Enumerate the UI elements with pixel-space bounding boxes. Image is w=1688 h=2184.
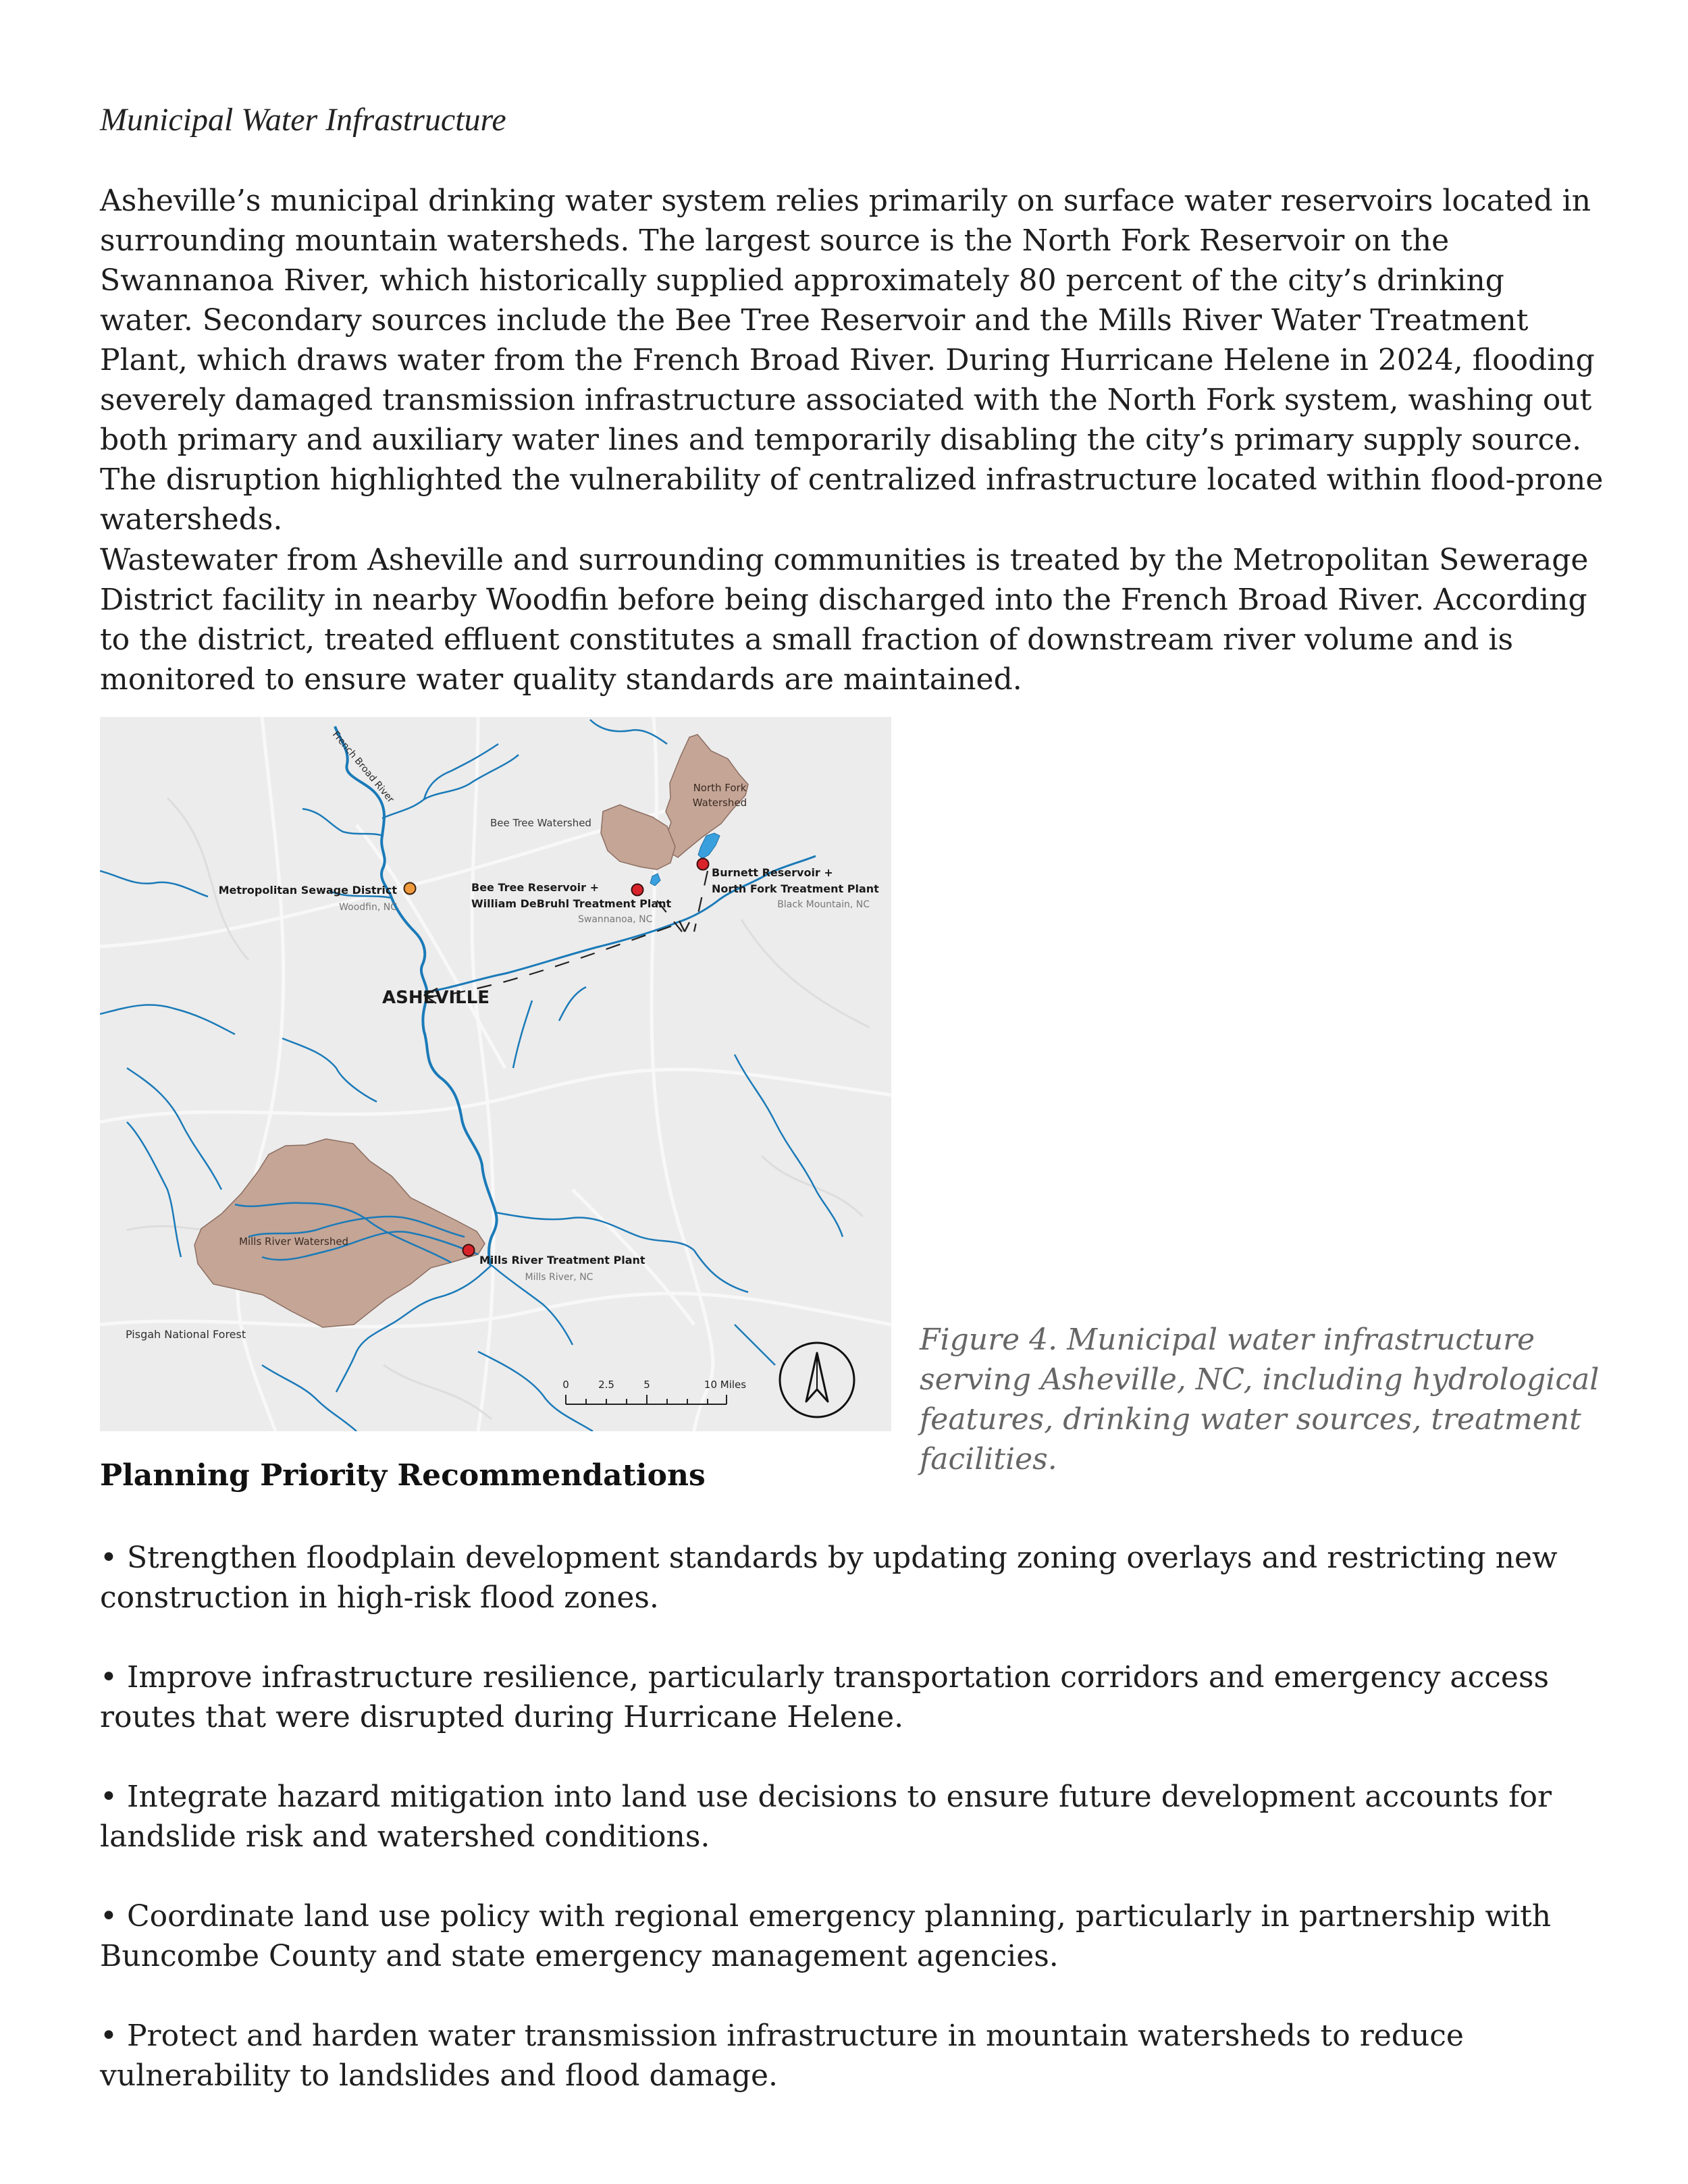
scale-tick-2-5: 2.5: [598, 1379, 614, 1391]
infrastructure-map: [100, 717, 891, 1431]
recommendations-list: [100, 1538, 1606, 2135]
burnett-plant-marker[interactable]: [697, 859, 709, 870]
burnett-plant-place: Black Mountain, NC: [777, 899, 870, 910]
burnett-plant-line1: Burnett Reservoir +: [712, 866, 833, 879]
scale-tick-10-miles: 10 Miles: [704, 1379, 747, 1391]
mills-plant-place: Mills River, NC: [525, 1272, 594, 1283]
paragraph-wastewater: Wastewater from Asheville and surrounding communities is treated by the Metropolitan Sewerage District facility in nearby Woodfin before being discharged into the French Broad River. According to the district, treated effluent constitutes a small fraction of downstream river volume and is monitored to ensure water quality standards are maintained.: [100, 543, 1589, 697]
sewage-district-place: Woodfin, NC: [339, 902, 397, 913]
mills-river-watershed-label: Mills River Watershed: [239, 1235, 349, 1248]
north-fork-label-2: Watershed: [692, 797, 747, 809]
bee-tree-plant-marker[interactable]: [632, 884, 643, 896]
mills-plant-marker[interactable]: [463, 1245, 475, 1256]
list-item: • Coordinate land use policy with regional emergency planning, particularly in partnership with Buncombe County and state emergency management agencies.: [100, 1896, 1606, 1976]
list-item: • Improve infrastructure resilience, particularly transportation corridors and emergency access routes that were disrupted during Hurricane Helene.: [100, 1657, 1606, 1737]
bee-tree-watershed-label: Bee Tree Watershed: [490, 817, 591, 829]
mills-plant-name: Mills River Treatment Plant: [479, 1254, 645, 1267]
bee-tree-plant-line2: William DeBruhl Treatment Plant: [471, 897, 672, 910]
list-item: • Integrate hazard mitigation into land use decisions to ensure future development accounts for landslide risk and watershed conditions.: [100, 1777, 1606, 1857]
sewage-district-name: Metropolitan Sewage District: [218, 884, 397, 897]
river-label: French Broad River: [329, 729, 396, 805]
list-item: • Strengthen floodplain development standards by updating zoning overlays and restricting new construction in high-risk flood zones.: [100, 1538, 1606, 1618]
list-item: • Protect and harden water transmission infrastructure in mountain watersheds to reduce vulnerability to landslides and flood damage.: [100, 2016, 1606, 2096]
section-title: Municipal Water Infrastructure: [100, 102, 506, 138]
sewage-district-marker[interactable]: [404, 883, 416, 895]
asheville-label: ASHEVILLE: [382, 988, 490, 1008]
forest-label: Pisgah National Forest: [126, 1328, 246, 1341]
bee-tree-plant-line1: Bee Tree Reservoir +: [471, 881, 599, 894]
bee-tree-plant-place: Swannanoa, NC: [578, 914, 653, 925]
paragraph-water-system: Asheville’s municipal drinking water system relies primarily on surface water reservoirs located in surrounding mountain watersheds. The largest source is the North Fork Reservoir on the Swannanoa River, which historically supplied approximately 80 percent of the city’s drinking water. Secondary sources include the Bee Tree Reservoir and the Mills River Water Treatment Plant, which draws water from the French Broad River. During Hurricane Helene in 2024, flooding severely damaged transmission infrastructure associated with the North Fork system, washing out both primary and auxiliary water lines and temporarily disabling the city’s primary supply source. The disruption highlighted the vulnerability of centralized infrastructure located within flood-prone watersheds.: [100, 184, 1604, 537]
scale-tick-5: 5: [643, 1379, 650, 1391]
north-fork-label-1: North Fork: [693, 782, 747, 794]
scale-tick-0: 0: [562, 1379, 569, 1391]
burnett-plant-line2: North Fork Treatment Plant: [712, 882, 879, 895]
recommendations-title: Planning Priority Recommendations: [100, 1458, 706, 1493]
figure-caption: Figure 4. Municipal water infrastructure serving Asheville, NC, including hydrological features, drinking water sources, treatment facilities.: [920, 1323, 1600, 1476]
